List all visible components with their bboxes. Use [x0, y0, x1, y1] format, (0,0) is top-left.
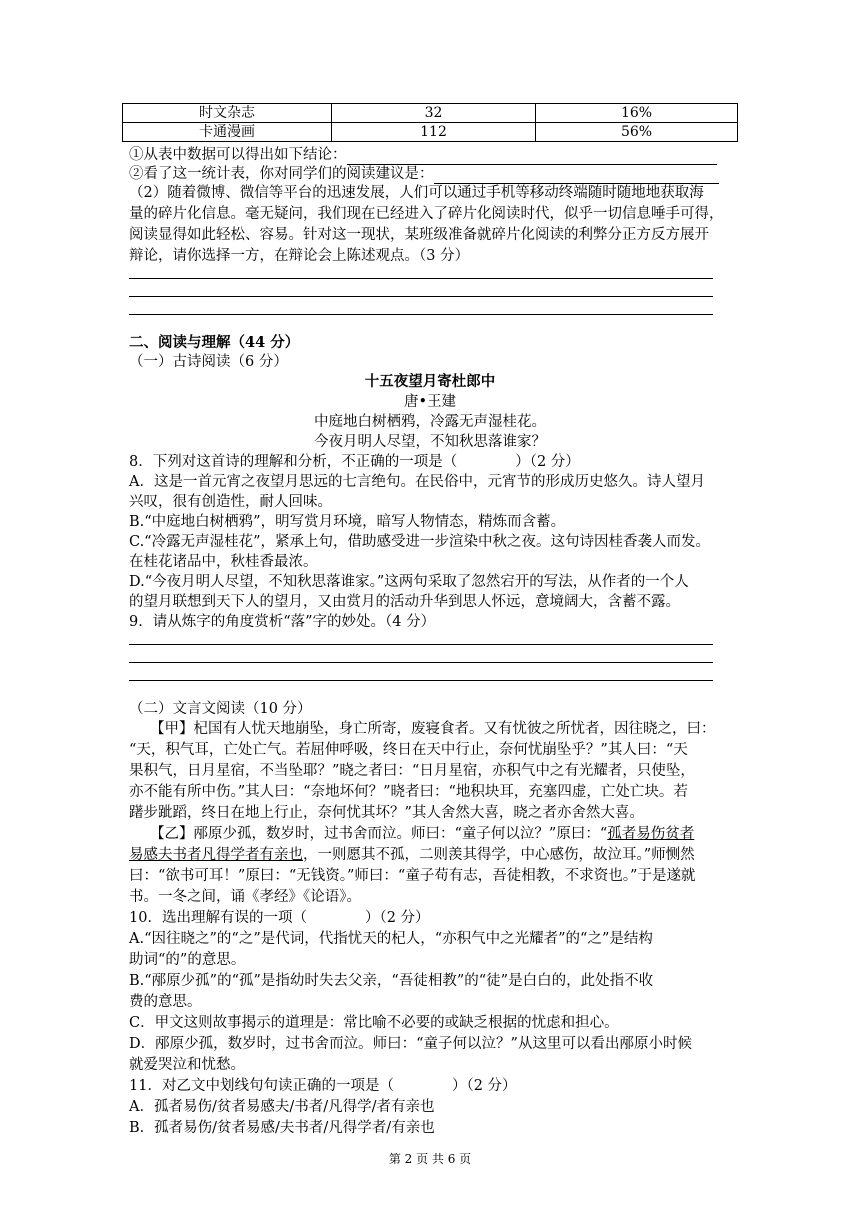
- question-text: 辩论，请你选择一方，在辩论会上陈述观点。（3 分）: [129, 248, 470, 264]
- passage-text: 【乙】邴原少孤，数岁时，过书舍而泣。师曰：“童子何以泣？”原曰：“: [150, 826, 608, 842]
- answer-line[interactable]: [129, 278, 713, 279]
- answer-line[interactable]: [129, 680, 713, 681]
- question-text: 11．对乙文中划线句句读正确的一项是（ ）（2 分）: [129, 1078, 517, 1094]
- option-text: D．邴原少孤，数岁时，过书舍而泣。师曰：“童子何以泣？”从这里可以看出邴原小时候: [129, 1036, 692, 1052]
- option-text: A．这是一首元宵之夜望月思远的七言绝句。在民俗中，元宵节的形成历史悠久。诗人望月: [129, 474, 705, 490]
- question-text: ①从表中数据可以得出如下结论：: [129, 147, 347, 163]
- poem-line: 中庭地白树栖鸦，冷露无声湿桂花。: [314, 414, 546, 430]
- option-text: B.“邴原少孤”的“孤”是指幼时失去父亲，“吾徒相教”的“徒”是白白的，此处指不收: [129, 973, 654, 989]
- table-row: [123, 104, 738, 123]
- table-cell: 卡通漫画: [123, 123, 332, 142]
- option-text: B．孤者易伤/贫者易感/夫书者/凡得学者/有亲也: [129, 1120, 435, 1136]
- passage-line: 曰：“欲书可耳！”原曰：“无钱资。”师曰：“童子苟有志，吾徒相教，不求资也。”于是遂就: [129, 868, 696, 884]
- passage-line: 亦不能有所中伤。”其人曰：“奈地坏何？”晓者曰：“地积块耳，充塞四虚，亡处亡块。若: [129, 784, 688, 800]
- table-cell: 16%: [536, 104, 738, 123]
- option-text: A.“因往晓之”的“之”是代词，代指忧天的杞人，“亦积气中之光耀者”的“之”是结构: [129, 931, 653, 947]
- subsection-heading: （一）古诗阅读（6 分）: [129, 354, 288, 370]
- answer-blank[interactable]: [347, 150, 717, 165]
- option-text: 的望月联想到天下人的望月，又由赏月的活动升华到思人怀远，意境阔大，含蓄不露。: [129, 594, 680, 610]
- passage-line: [150, 824, 739, 844]
- answer-blank[interactable]: [434, 169, 719, 184]
- poem-line: 今夜月明人尽望，不知秋思落谁家？: [314, 434, 546, 450]
- answer-line[interactable]: [129, 644, 713, 645]
- passage-line: “天，积气耳，亡处亡气。若屈伸呼吸，终日在天中行止，奈何忧崩坠乎？”其人曰：“天: [129, 742, 688, 758]
- option-text: B.“中庭地白树栖鸦”，明写赏月环境，暗写人物情态，精炼而含蓄。: [129, 514, 566, 530]
- table-row: [123, 123, 738, 142]
- option-text: 助词“的”的意思。: [129, 952, 246, 968]
- question-text: 8．下列对这首诗的理解和分析，不正确的一项是（ ）（2 分）: [129, 454, 580, 470]
- question-text: （2）随着微博、微信等平台的迅速发展，人们可以通过手机等移动终端随时随地地获取海: [129, 185, 704, 201]
- poem-title: 十五夜望月寄杜郎中: [364, 373, 496, 390]
- question-text: 量的碎片化信息。毫无疑问，我们现在已经进入了碎片化阅读时代，似乎一切信息唾手可得，: [129, 206, 724, 222]
- subsection-heading: （二）文言文阅读（10 分）: [129, 701, 312, 717]
- question-line: [129, 164, 739, 184]
- option-text: 兴叹，很有创造性，耐人回味。: [129, 494, 332, 510]
- page-number: 第 2 页 共 6 页: [388, 1152, 472, 1166]
- underlined-sentence: 易感夫书者凡得学者有亲也: [129, 847, 303, 863]
- option-text: C．甲文这则故事揭示的道理是：常比喻不必要的或缺乏根据的忧虑和担心。: [129, 1015, 619, 1031]
- option-text: C.“冷露无声湿桂花”，紧承上句，借助感受进一步渲染中秋之夜。这句诗因桂香袭人而发。: [129, 534, 711, 550]
- table-cell: 112: [332, 123, 536, 142]
- option-text: 费的意思。: [129, 994, 202, 1010]
- passage-line: 果积气，日月星宿，不当坠耶？”晓之者曰：“日月星宿，亦积气中之有光耀者，只使坠，: [129, 763, 695, 779]
- option-text: A．孤者易伤/贫者易感夫/书者/凡得学/者有亲也: [129, 1099, 435, 1115]
- question-text: ②看了这一统计表，你对同学们的阅读建议是：: [129, 166, 434, 182]
- passage-line: 躇步跐蹈，终日在地上行止，奈何忧其坏？”其人舍然大喜，晓之者亦舍然大喜。: [129, 805, 644, 821]
- passage-line: [129, 845, 739, 865]
- passage-line: 【甲】杞国有人忧天地崩坠，身亡所寄，废寝食者。又有忧彼之所忧者，因往晓之，曰：: [150, 721, 716, 737]
- question-text: 10．选出理解有误的一项（ ）（2 分）: [129, 910, 430, 926]
- option-text: 就爱哭泣和忧愁。: [129, 1057, 245, 1073]
- question-line: [129, 145, 739, 165]
- underlined-sentence: 孤者易伤贫者: [607, 826, 695, 842]
- option-text: 在桂花诸品中，秋桂香最浓。: [129, 554, 318, 570]
- question-text: 9．请从炼字的角度赏析“落”字的妙处。（4 分）: [129, 614, 436, 630]
- option-text: D.“今夜月明人尽望，不知秋思落谁家。”这两句采取了忽然宕开的写法，从作者的一个人: [129, 574, 689, 590]
- answer-line[interactable]: [129, 662, 713, 663]
- answer-line[interactable]: [129, 314, 713, 315]
- reading-statistics-table: [122, 103, 738, 142]
- table-cell: 56%: [536, 123, 738, 142]
- poem-author: 唐•王建: [403, 394, 457, 410]
- passage-line: 书。一冬之间，诵《孝经》《论语》。: [129, 889, 361, 905]
- answer-line[interactable]: [129, 296, 713, 297]
- question-text: 阅读显得如此轻松、容易。针对这一现状，某班级准备就碎片化阅读的利弊分正方反方展开: [129, 227, 709, 243]
- passage-text: ，一则愿其不孤，二则羡其得学，中心感伤，故泣耳。”师恻然: [303, 847, 695, 863]
- table-cell: 时文杂志: [123, 104, 332, 123]
- table-cell: 32: [332, 104, 536, 123]
- section-heading: 二、阅读与理解（44 分）: [129, 334, 300, 351]
